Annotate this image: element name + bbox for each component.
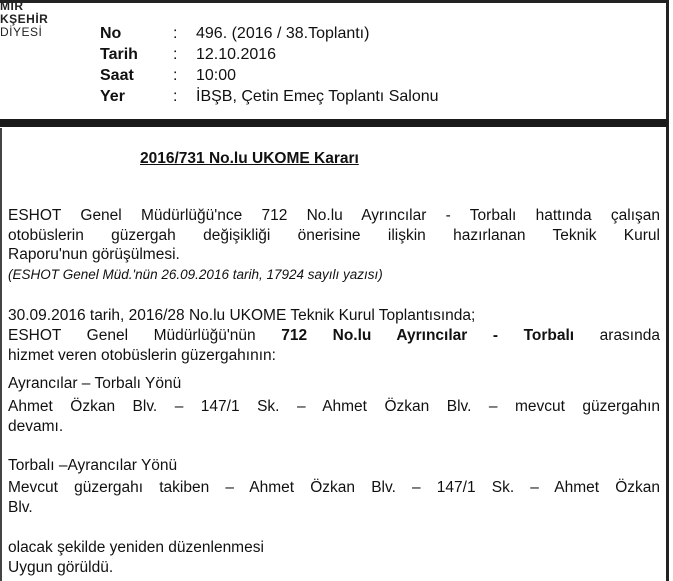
page-border-top bbox=[0, 0, 668, 3]
direction-2-heading: Torbalı –Ayrancılar Yönü bbox=[8, 457, 178, 474]
header-separator bbox=[0, 119, 668, 127]
meta-key: No bbox=[100, 25, 122, 42]
meta-key: Yer bbox=[100, 88, 125, 105]
meta-key: Saat bbox=[100, 67, 134, 84]
page-border-right bbox=[666, 0, 669, 581]
meta-colon: : bbox=[173, 25, 178, 42]
route-intro-tail: arasında bbox=[599, 327, 660, 344]
meta-colon: : bbox=[173, 88, 178, 105]
subject-line-2: otobüslerin güzergah değişikliği önerisine ilişkin hazırlanan Teknik Kurul bbox=[8, 227, 660, 244]
meta-value: 12.10.2016 bbox=[196, 46, 277, 63]
logo-line-1: MİR bbox=[0, 0, 24, 13]
direction-1-heading: Ayrancılar – Torbalı Yönü bbox=[8, 375, 182, 392]
route-line-name: 712 No.lu Ayrıncılar - Torbalı bbox=[281, 327, 575, 344]
route-intro-line bbox=[8, 326, 660, 345]
page-border-left bbox=[0, 128, 2, 581]
meta-key: Tarih bbox=[100, 46, 138, 63]
logo-line-3: DİYESİ bbox=[0, 25, 43, 39]
route-intro-line-2: hizmet veren otobüslerin güzergahının: bbox=[8, 347, 276, 364]
decision-result: Uygun görüldü. bbox=[8, 559, 114, 576]
reference-note: (ESHOT Genel Müd.'nün 26.09.2016 tarih, 17924 sayılı yazısı) bbox=[8, 267, 383, 282]
logo-line-2: KŞEHİR bbox=[0, 12, 49, 26]
subject-line-3: Raporu'nun görüşülmesi. bbox=[8, 246, 180, 263]
direction-1-line-1: Ahmet Özkan Blv. – 147/1 Sk. – Ahmet Özkan Blv. – mevcut güzergahın bbox=[8, 398, 660, 415]
meta-value: 10:00 bbox=[196, 67, 237, 84]
subject-line-1: ESHOT Genel Müdürlüğü'nce 712 No.lu Ayrıncılar - Torbalı hattında çalışan bbox=[8, 207, 660, 224]
meeting-line: 30.09.2016 tarih, 2016/28 No.lu UKOME Teknik Kurul Toplantısında; bbox=[8, 307, 476, 324]
direction-2-line-1: Mevcut güzergahı takiben – Ahmet Özkan Blv. – 147/1 Sk. – Ahmet Özkan bbox=[8, 479, 660, 496]
closing-line: olacak şekilde yeniden düzenlenmesi bbox=[8, 539, 264, 556]
route-intro-text: ESHOT Genel Müdürlüğü'nün bbox=[8, 327, 256, 344]
meta-value: İBŞB, Çetin Emeç Toplantı Salonu bbox=[196, 88, 439, 105]
municipality-logo-text bbox=[0, 0, 48, 39]
meta-value: 496. (2016 / 38.Toplantı) bbox=[196, 25, 370, 42]
meta-colon: : bbox=[173, 46, 178, 63]
direction-2-line-2: Blv. bbox=[8, 499, 33, 516]
direction-1-line-2: devamı. bbox=[8, 418, 64, 435]
meta-colon: : bbox=[173, 67, 178, 84]
decision-title: 2016/731 No.lu UKOME Kararı bbox=[140, 150, 359, 167]
